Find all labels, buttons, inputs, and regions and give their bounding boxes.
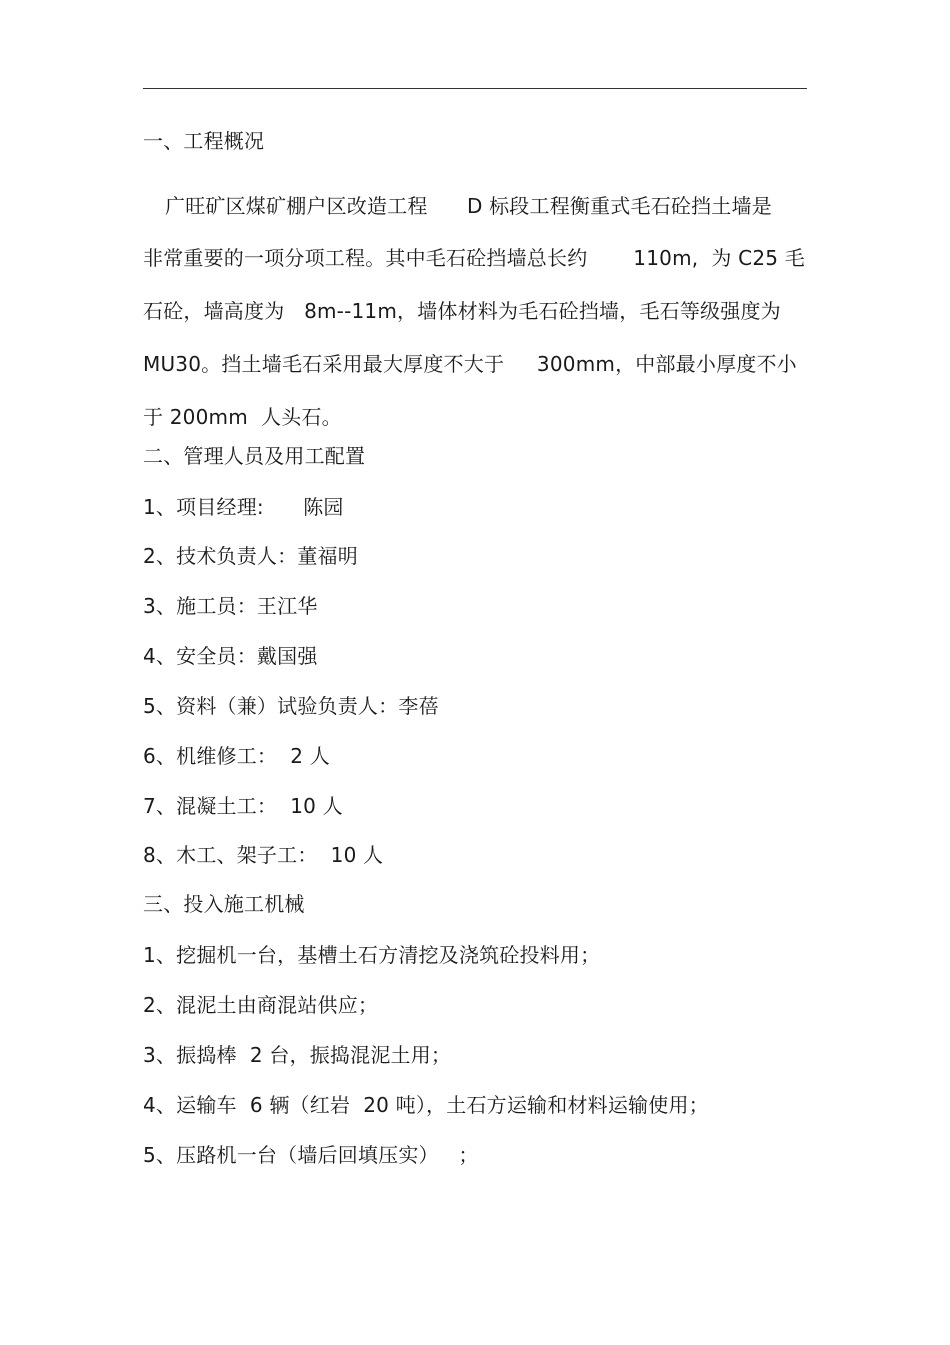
list-item: 4、运输车 6 辆（红岩 20 吨），土石方运输和材料运输使用； [143, 1093, 709, 1117]
list-item: 3、振捣棒 2 台，振捣混泥土用； [143, 1043, 452, 1067]
list-item: 6、机维修工： 2 人 [143, 744, 330, 768]
list-item: 7、混凝土工： 10 人 [143, 794, 343, 818]
paragraph-line: 石砼，墙高度为 8m--11m，墙体材料为毛石砼挡墙，毛石等级强度为 [143, 299, 781, 323]
list-item: 5、资料（兼）试验负责人：李蓓 [143, 694, 439, 718]
list-item: 8、木工、架子工： 10 人 [143, 843, 384, 867]
list-item: 1、挖掘机一台，基槽土石方清挖及浇筑砼投料用； [143, 943, 601, 967]
paragraph-line: MU30。挡土墙毛石采用最大厚度不大于 300mm，中部最小厚度不小 [143, 352, 797, 376]
header-rule [143, 88, 807, 89]
list-item: 1、项目经理: 陈园 [143, 495, 344, 519]
paragraph-line: 于 200mm 人头石。 [143, 405, 342, 429]
list-item: 2、混泥土由商混站供应； [143, 993, 379, 1017]
section-heading-machinery: 三、投入施工机械 [143, 892, 305, 916]
list-item: 2、技术负责人：董福明 [143, 544, 358, 568]
paragraph-line: 非常重要的一项分项工程。其中毛石砼挡墙总长约 110m, 为 C25 毛 [143, 246, 805, 270]
paragraph-line: 广旺矿区煤矿棚户区改造工程 D 标段工程衡重式毛石砼挡土墙是 [165, 194, 772, 218]
section-heading-overview: 一、工程概况 [143, 129, 265, 153]
list-item: 4、安全员：戴国强 [143, 644, 318, 668]
list-item: 5、压路机一台（墙后回填压实） ； [143, 1143, 479, 1167]
list-item: 3、施工员：王江华 [143, 594, 318, 618]
section-heading-staffing: 二、管理人员及用工配置 [143, 444, 366, 468]
